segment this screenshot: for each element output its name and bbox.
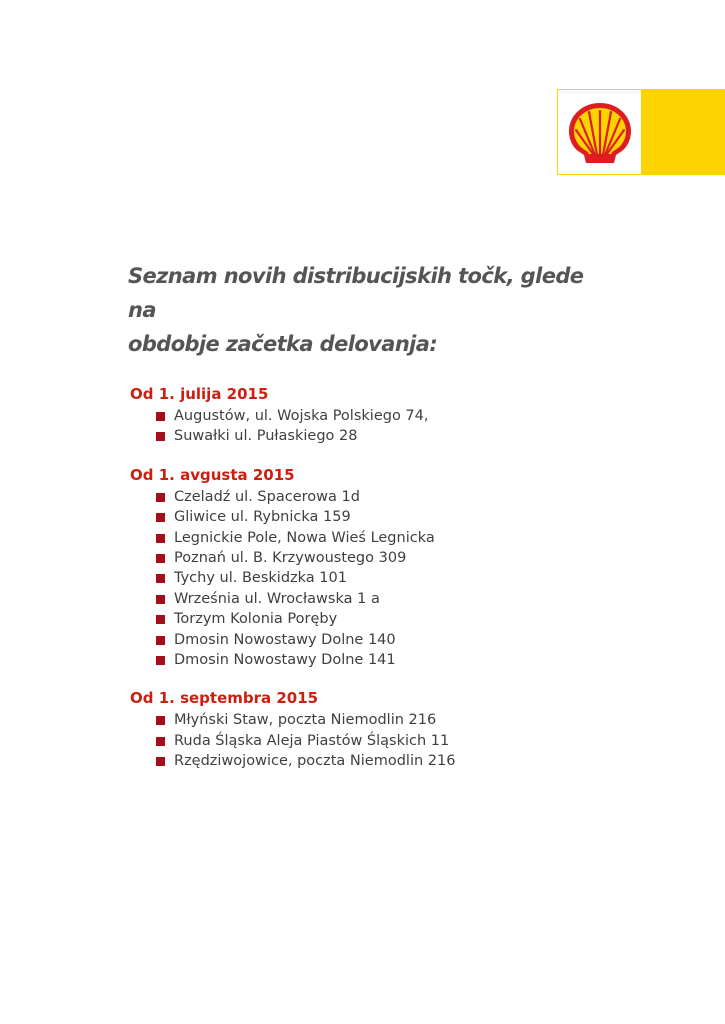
square-bullet-icon — [156, 716, 165, 725]
location-list — [130, 487, 690, 671]
list-item — [154, 650, 690, 670]
list-item — [154, 609, 690, 629]
list-item-label: Poznań ul. B. Krzywoustego 309 — [174, 550, 407, 567]
list-item — [154, 630, 690, 650]
list-item — [154, 731, 690, 751]
shell-pecten-logo — [564, 97, 636, 169]
list-item — [154, 426, 690, 446]
list-item-label: Dmosin Nowostawy Dolne 141 — [174, 652, 396, 669]
square-bullet-icon — [156, 595, 165, 604]
square-bullet-icon — [156, 615, 165, 624]
square-bullet-icon — [156, 574, 165, 583]
section-title: Od 1. julija 2015 — [130, 385, 269, 403]
distribution-list — [130, 384, 690, 790]
list-item-label: Suwałki ul. Pułaskiego 28 — [174, 428, 358, 445]
logo-panel — [557, 89, 641, 175]
section-september — [130, 688, 690, 771]
list-item-label: Torzym Kolonia Poręby — [174, 611, 338, 628]
list-item-label: Legnickie Pole, Nowa Wieś Legnicka — [174, 529, 435, 546]
location-list — [130, 406, 690, 447]
list-item — [154, 406, 690, 426]
square-bullet-icon — [156, 656, 165, 665]
section-july — [130, 384, 690, 447]
section-title: Od 1. avgusta 2015 — [130, 465, 295, 484]
list-item — [154, 548, 690, 568]
list-item-label: Tychy ul. Beskidzka 101 — [174, 570, 347, 587]
list-item — [154, 751, 690, 771]
list-item-label: Dmosin Nowostawy Dolne 140 — [174, 631, 396, 648]
square-bullet-icon — [156, 412, 165, 421]
square-bullet-icon — [156, 554, 165, 563]
square-bullet-icon — [156, 513, 165, 522]
list-item-label: Ruda Śląska Aleja Piastów Śląskich 11 — [174, 732, 450, 749]
page-title-line-1: Seznam novih distribucijskih točk, glede na — [128, 264, 584, 322]
list-item-label: Września ul. Wrocławska 1 a — [174, 590, 380, 607]
list-item-label: Czeladź ul. Spacerowa 1d — [174, 488, 360, 505]
list-item-label: Rzędziwojowice, poczta Niemodlin 216 — [174, 753, 456, 770]
square-bullet-icon — [156, 493, 165, 502]
page-title-line-2: obdobje začetka delovanja: — [128, 332, 438, 356]
list-item — [154, 507, 690, 527]
list-item — [154, 487, 690, 507]
section-title: Od 1. septembra 2015 — [130, 689, 319, 708]
list-item — [154, 710, 690, 730]
section-august — [130, 465, 690, 671]
square-bullet-icon — [156, 432, 165, 441]
square-bullet-icon — [156, 636, 165, 645]
list-item — [154, 568, 690, 588]
list-item — [154, 528, 690, 548]
logo-banner — [557, 89, 725, 175]
square-bullet-icon — [156, 737, 165, 746]
square-bullet-icon — [156, 757, 165, 766]
list-item-label: Augustów, ul. Wojska Polskiego 74, — [174, 408, 429, 424]
list-item — [154, 589, 690, 609]
square-bullet-icon — [156, 534, 165, 543]
list-item-label: Młyński Staw, poczta Niemodlin 216 — [174, 712, 437, 729]
page-title — [128, 259, 608, 361]
location-list — [130, 710, 690, 771]
list-item-label: Gliwice ul. Rybnicka 159 — [174, 509, 351, 526]
